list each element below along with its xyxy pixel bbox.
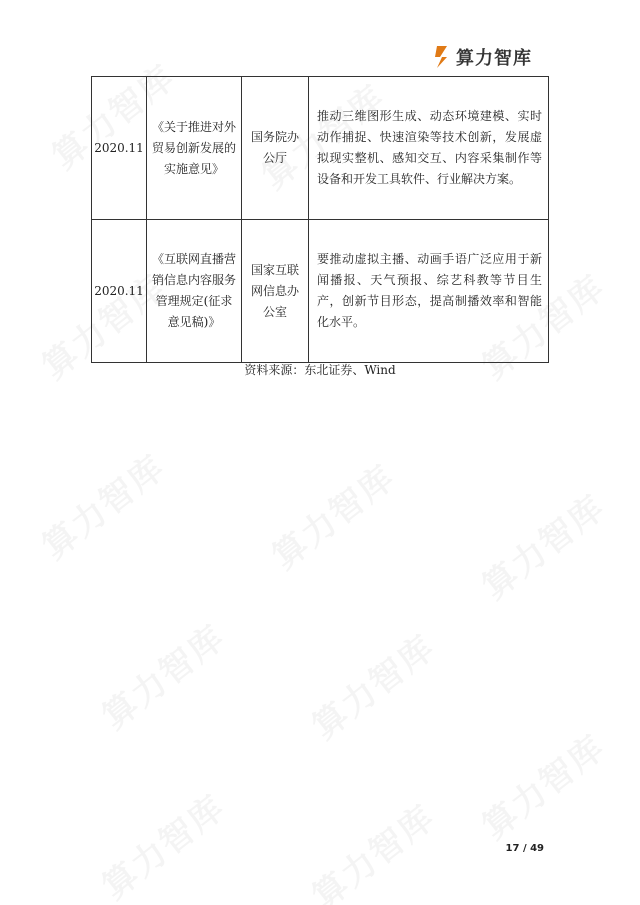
page-number xyxy=(506,843,544,854)
watermark-text xyxy=(90,611,234,738)
policy-title-cell: 《关于推进对外贸易创新发展的实施意见》 xyxy=(147,77,242,220)
policy-content-cell: 推动三维图形生成、动态环境建模、实时动作捕捉、快速渲染等技术创新，发展虚拟现实整机、感知交互、内容采集制作等设备和开发工具软件、行业解决方案。 xyxy=(309,77,549,220)
watermark-text xyxy=(470,721,614,848)
logo-text: 算力智库 xyxy=(456,48,532,69)
date-cell: 2020.11 xyxy=(92,220,147,363)
date-cell: 2020.11 xyxy=(92,77,147,220)
logo-icon xyxy=(434,46,452,68)
watermark-text xyxy=(90,781,234,905)
policy-content-cell: 要推动虚拟主播、动画手语广泛应用于新闻播报、天气预报、综艺科教等节目生产，创新节目形态，提高制播效率和智能化水平。 xyxy=(309,220,549,363)
page-total: 49 xyxy=(530,843,544,854)
source-note: 资料来源：东北证券、Wind xyxy=(244,363,396,377)
watermark-text xyxy=(470,481,614,608)
watermark-text xyxy=(300,621,444,748)
watermark-text xyxy=(300,791,444,905)
issuing-org-cell: 国家互联网信息办公室 xyxy=(242,220,309,363)
page-current: 17 xyxy=(505,843,520,854)
watermark-text xyxy=(30,441,174,568)
watermark-text xyxy=(260,451,404,578)
issuing-org-cell: 国务院办公厅 xyxy=(242,77,309,220)
policy-title-cell: 《互联网直播营销信息内容服务管理规定(征求意见稿)》 xyxy=(147,220,242,363)
brand-logo xyxy=(434,44,532,70)
policy-table xyxy=(91,76,549,363)
table-row xyxy=(92,77,549,220)
table-row xyxy=(92,220,549,363)
page-separator: / xyxy=(522,843,527,854)
